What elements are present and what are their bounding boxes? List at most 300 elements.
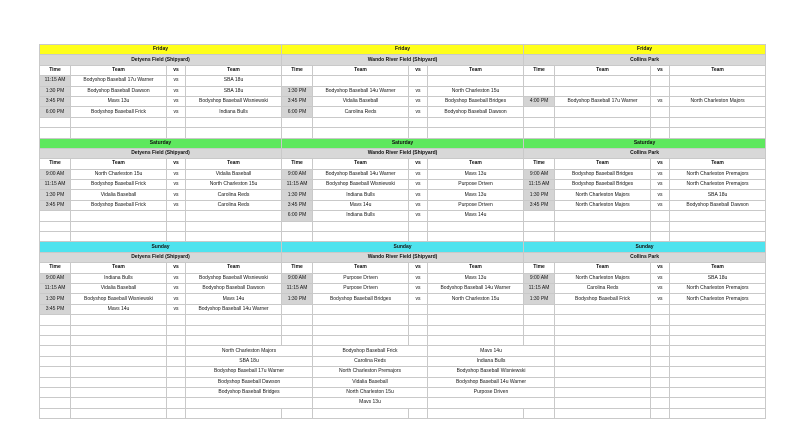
game-time[interactable] [524,304,555,314]
game-time[interactable]: 9:00 AM [524,273,555,283]
empty-cell[interactable] [651,367,670,377]
vs-label[interactable]: vs [409,169,428,179]
home-team[interactable] [555,304,651,314]
venue-title[interactable]: Detyens Field (Shipyard) [40,55,282,65]
away-team[interactable]: North Charleston 15u [186,180,282,190]
empty-cell[interactable] [282,221,313,231]
team-column-header[interactable]: Team [555,159,651,169]
team-column-header[interactable]: Team [670,263,766,273]
empty-cell[interactable] [40,325,71,335]
vs-label[interactable]: vs [167,86,186,96]
empty-cell[interactable] [409,221,428,231]
vs-label[interactable]: vs [409,86,428,96]
home-team[interactable]: Purpose Driven [313,283,409,293]
empty-cell[interactable] [40,315,71,325]
home-team[interactable]: Bodyshop Baseball Bridges [555,169,651,179]
time-column-header[interactable]: Time [282,65,313,75]
empty-cell[interactable] [313,335,409,345]
empty-cell[interactable] [282,325,313,335]
empty-cell[interactable] [71,335,167,345]
home-team[interactable]: Bodyshop Baseball Frick [71,200,167,210]
home-team[interactable]: Bodyshop Baseball Wisniewski [71,294,167,304]
empty-cell[interactable] [409,315,428,325]
vs-label[interactable]: vs [651,190,670,200]
pool-team[interactable] [186,398,313,408]
team-column-header[interactable]: Team [71,65,167,75]
game-time[interactable] [282,76,313,86]
game-time[interactable] [524,211,555,221]
empty-cell[interactable] [555,367,651,377]
empty-cell[interactable] [186,408,282,418]
vs-column-header[interactable]: vs [651,65,670,75]
empty-cell[interactable] [524,325,555,335]
game-time[interactable]: 3:45 PM [40,96,71,106]
home-team[interactable] [313,304,409,314]
empty-cell[interactable] [313,315,409,325]
home-team[interactable]: Bodyshop Baseball 17u Warner [71,76,167,86]
empty-cell[interactable] [524,221,555,231]
empty-cell[interactable] [40,117,71,127]
empty-cell[interactable] [167,387,186,397]
time-column-header[interactable]: Time [524,159,555,169]
vs-label[interactable]: vs [167,169,186,179]
game-time[interactable]: 3:45 PM [524,200,555,210]
empty-cell[interactable] [186,128,282,138]
pool-team[interactable]: Indiana Bulls [428,356,555,366]
home-team[interactable]: Carolina Reds [313,107,409,117]
home-team[interactable]: Mavs 14u [71,304,167,314]
empty-cell[interactable] [167,221,186,231]
empty-cell[interactable] [555,408,651,418]
empty-cell[interactable] [282,232,313,242]
empty-cell[interactable] [409,408,428,418]
vs-label[interactable]: vs [409,190,428,200]
empty-cell[interactable] [282,408,313,418]
empty-cell[interactable] [409,335,428,345]
pool-team[interactable]: Carolina Reds [313,356,428,366]
empty-cell[interactable] [670,346,766,356]
game-time[interactable]: 1:30 PM [40,86,71,96]
empty-cell[interactable] [555,232,651,242]
home-team[interactable]: Vidalia Baseball [313,96,409,106]
vs-column-header[interactable]: vs [167,263,186,273]
empty-cell[interactable] [670,232,766,242]
game-time[interactable] [524,76,555,86]
away-team[interactable]: North Charleston Premajors [670,169,766,179]
vs-label[interactable] [651,304,670,314]
away-team[interactable]: SBA 18u [670,190,766,200]
game-time[interactable]: 3:45 PM [40,200,71,210]
time-column-header[interactable]: Time [40,65,71,75]
empty-cell[interactable] [186,117,282,127]
empty-cell[interactable] [313,325,409,335]
empty-cell[interactable] [167,377,186,387]
game-time[interactable]: 3:45 PM [282,200,313,210]
empty-cell[interactable] [71,356,167,366]
pool-team[interactable]: North Charleston 15u [313,387,428,397]
away-team[interactable]: SBA 18u [186,86,282,96]
game-time[interactable]: 1:30 PM [282,86,313,96]
vs-label[interactable]: vs [409,294,428,304]
home-team[interactable] [555,211,651,221]
away-team[interactable]: Carolina Reds [186,200,282,210]
game-time[interactable]: 11:15 AM [282,283,313,293]
empty-cell[interactable] [670,408,766,418]
game-time[interactable]: 1:30 PM [40,294,71,304]
team-column-header[interactable]: Team [313,65,409,75]
empty-cell[interactable] [651,232,670,242]
empty-cell[interactable] [71,232,167,242]
empty-cell[interactable] [282,128,313,138]
vs-label[interactable]: vs [167,96,186,106]
empty-cell[interactable] [186,335,282,345]
empty-cell[interactable] [167,356,186,366]
away-team[interactable] [186,211,282,221]
game-time[interactable]: 11:15 AM [282,180,313,190]
empty-cell[interactable] [524,408,555,418]
empty-cell[interactable] [555,398,651,408]
away-team[interactable] [670,107,766,117]
empty-cell[interactable] [167,315,186,325]
empty-cell[interactable] [651,387,670,397]
pool-team[interactable]: Bodyshop Baseball Dawson [186,377,313,387]
empty-cell[interactable] [71,367,167,377]
vs-column-header[interactable]: vs [409,65,428,75]
empty-cell[interactable] [555,128,651,138]
away-team[interactable]: North Charleston 15u [428,86,524,96]
home-team[interactable]: Mavs 13u [71,96,167,106]
empty-cell[interactable] [40,387,71,397]
empty-cell[interactable] [71,325,167,335]
game-time[interactable]: 9:00 AM [524,169,555,179]
empty-cell[interactable] [282,335,313,345]
empty-cell[interactable] [71,128,167,138]
home-team[interactable]: North Charleston Majors [555,200,651,210]
vs-label[interactable]: vs [409,96,428,106]
pool-team[interactable]: Bodyshop Baseball Wisniewski [428,367,555,377]
empty-cell[interactable] [670,367,766,377]
away-team[interactable]: Bodyshop Baseball 14u Warner [186,304,282,314]
vs-label[interactable] [651,107,670,117]
venue-title[interactable]: Collins Park [524,55,766,65]
game-time[interactable]: 6:00 PM [40,107,71,117]
empty-cell[interactable] [651,346,670,356]
empty-cell[interactable] [186,232,282,242]
game-time[interactable]: 9:00 AM [282,169,313,179]
venue-title[interactable]: Detyens Field (Shipyard) [40,148,282,158]
empty-cell[interactable] [651,335,670,345]
empty-cell[interactable] [428,315,524,325]
home-team[interactable]: Indiana Bulls [313,211,409,221]
team-column-header[interactable]: Team [71,159,167,169]
home-team[interactable]: Bodyshop Baseball Frick [71,180,167,190]
empty-cell[interactable] [555,221,651,231]
empty-cell[interactable] [555,315,651,325]
empty-cell[interactable] [40,346,71,356]
empty-cell[interactable] [670,221,766,231]
venue-title[interactable]: Collins Park [524,148,766,158]
vs-label[interactable]: vs [167,283,186,293]
game-time[interactable]: 1:30 PM [40,190,71,200]
empty-cell[interactable] [428,325,524,335]
away-team[interactable]: Bodyshop Baseball Dawson [428,107,524,117]
away-team[interactable] [670,86,766,96]
time-column-header[interactable]: Time [40,263,71,273]
pool-team[interactable] [428,398,555,408]
empty-cell[interactable] [555,377,651,387]
away-team[interactable]: Purpose Driven [428,200,524,210]
pool-team[interactable]: Bodyshop Baseball 17u Warner [186,367,313,377]
game-time[interactable]: 6:00 PM [282,107,313,117]
vs-label[interactable] [651,76,670,86]
empty-cell[interactable] [524,128,555,138]
vs-column-header[interactable]: vs [409,263,428,273]
empty-cell[interactable] [186,315,282,325]
vs-label[interactable]: vs [651,294,670,304]
game-time[interactable]: 3:45 PM [40,304,71,314]
day-title[interactable]: Saturday [40,138,282,148]
empty-cell[interactable] [651,221,670,231]
away-team[interactable]: North Charleston 15u [428,294,524,304]
away-team[interactable]: Bodyshop Baseball Dawson [186,283,282,293]
team-column-header[interactable]: Team [186,65,282,75]
home-team[interactable]: Bodyshop Baseball 14u Warner [313,86,409,96]
empty-cell[interactable] [409,325,428,335]
empty-cell[interactable] [40,335,71,345]
away-team[interactable]: North Charleston Premajors [670,294,766,304]
day-title[interactable]: Friday [282,45,524,55]
empty-cell[interactable] [40,398,71,408]
venue-title[interactable]: Collins Park [524,252,766,262]
away-team[interactable]: Mavs 14u [186,294,282,304]
pool-team[interactable]: SBA 18u [186,356,313,366]
empty-cell[interactable] [670,315,766,325]
day-title[interactable]: Saturday [282,138,524,148]
vs-label[interactable]: vs [167,190,186,200]
home-team[interactable] [71,211,167,221]
empty-cell[interactable] [167,232,186,242]
game-time[interactable]: 11:15 AM [40,76,71,86]
home-team[interactable]: Bodyshop Baseball Wisniewski [313,180,409,190]
empty-cell[interactable] [555,117,651,127]
team-column-header[interactable]: Team [670,159,766,169]
empty-cell[interactable] [167,346,186,356]
empty-cell[interactable] [670,387,766,397]
game-time[interactable]: 6:00 PM [282,211,313,221]
team-column-header[interactable]: Team [555,263,651,273]
vs-column-header[interactable]: vs [167,159,186,169]
team-column-header[interactable]: Team [186,263,282,273]
empty-cell[interactable] [409,232,428,242]
vs-label[interactable]: vs [409,273,428,283]
time-column-header[interactable]: Time [524,65,555,75]
away-team[interactable]: North Charleston Premajors [670,180,766,190]
away-team[interactable]: North Charleston Majors [670,96,766,106]
empty-cell[interactable] [167,325,186,335]
vs-label[interactable] [651,86,670,96]
empty-cell[interactable] [555,325,651,335]
vs-label[interactable] [409,76,428,86]
away-team[interactable]: Mavs 13u [428,169,524,179]
empty-cell[interactable] [651,356,670,366]
home-team[interactable]: Vidalia Baseball [71,190,167,200]
away-team[interactable]: Carolina Reds [186,190,282,200]
team-column-header[interactable]: Team [428,159,524,169]
pool-team[interactable]: North Charleston Premajors [313,367,428,377]
game-time[interactable]: 3:45 PM [282,96,313,106]
empty-cell[interactable] [409,117,428,127]
vs-label[interactable]: vs [167,76,186,86]
home-team[interactable] [555,76,651,86]
empty-cell[interactable] [71,377,167,387]
away-team[interactable]: Bodyshop Baseball Wisniewski [186,96,282,106]
team-column-header[interactable]: Team [428,65,524,75]
vs-column-header[interactable]: vs [651,263,670,273]
home-team[interactable] [555,86,651,96]
vs-label[interactable] [167,211,186,221]
empty-cell[interactable] [651,117,670,127]
team-column-header[interactable]: Team [186,159,282,169]
empty-cell[interactable] [670,356,766,366]
empty-cell[interactable] [313,408,409,418]
pool-team[interactable]: Mavs 14u [428,346,555,356]
away-team[interactable] [670,211,766,221]
empty-cell[interactable] [428,335,524,345]
empty-cell[interactable] [313,117,409,127]
vs-label[interactable]: vs [651,273,670,283]
day-title[interactable]: Sunday [524,242,766,252]
pool-team[interactable]: Bodyshop Baseball Bridges [186,387,313,397]
empty-cell[interactable] [40,377,71,387]
vs-column-header[interactable]: vs [651,159,670,169]
vs-label[interactable]: vs [167,180,186,190]
pool-team[interactable]: Mavs 13u [313,398,428,408]
empty-cell[interactable] [555,387,651,397]
away-team[interactable] [428,304,524,314]
game-time[interactable]: 9:00 AM [40,169,71,179]
empty-cell[interactable] [167,398,186,408]
empty-cell[interactable] [186,221,282,231]
empty-cell[interactable] [409,128,428,138]
empty-cell[interactable] [428,221,524,231]
team-column-header[interactable]: Team [428,263,524,273]
empty-cell[interactable] [524,315,555,325]
away-team[interactable]: Purpose Driven [428,180,524,190]
empty-cell[interactable] [40,221,71,231]
empty-cell[interactable] [40,232,71,242]
vs-label[interactable]: vs [651,96,670,106]
home-team[interactable]: Bodyshop Baseball Bridges [313,294,409,304]
pool-team[interactable]: Vidalia Baseball [313,377,428,387]
away-team[interactable]: Bodyshop Baseball Dawson [670,200,766,210]
game-time[interactable] [40,211,71,221]
empty-cell[interactable] [555,356,651,366]
empty-cell[interactable] [428,408,524,418]
away-team[interactable]: Bodyshop Baseball Bridges [428,96,524,106]
empty-cell[interactable] [71,387,167,397]
vs-label[interactable] [651,211,670,221]
game-time[interactable] [524,86,555,96]
vs-label[interactable]: vs [651,200,670,210]
time-column-header[interactable]: Time [282,263,313,273]
home-team[interactable]: Bodyshop Baseball Bridges [555,180,651,190]
game-time[interactable]: 1:30 PM [524,190,555,200]
pool-team[interactable]: Bodyshop Baseball Frick [313,346,428,356]
vs-label[interactable]: vs [651,283,670,293]
venue-title[interactable]: Detyens Field (Shipyard) [40,252,282,262]
vs-label[interactable]: vs [409,180,428,190]
vs-label[interactable]: vs [167,200,186,210]
away-team[interactable]: Mavs 13u [428,190,524,200]
empty-cell[interactable] [651,377,670,387]
game-time[interactable]: 1:30 PM [524,294,555,304]
day-title[interactable]: Sunday [282,242,524,252]
home-team[interactable]: Carolina Reds [555,283,651,293]
empty-cell[interactable] [71,315,167,325]
day-title[interactable]: Friday [40,45,282,55]
venue-title[interactable]: Wando River Field (Shipyard) [282,55,524,65]
game-time[interactable]: 9:00 AM [282,273,313,283]
empty-cell[interactable] [670,117,766,127]
time-column-header[interactable]: Time [40,159,71,169]
venue-title[interactable]: Wando River Field (Shipyard) [282,252,524,262]
away-team[interactable]: Vidalia Baseball [186,169,282,179]
away-team[interactable]: Mavs 13u [428,273,524,283]
team-column-header[interactable]: Team [670,65,766,75]
game-time[interactable] [524,107,555,117]
team-column-header[interactable]: Team [555,65,651,75]
empty-cell[interactable] [670,325,766,335]
home-team[interactable]: Indiana Bulls [71,273,167,283]
empty-cell[interactable] [651,408,670,418]
pool-team[interactable]: Purpose Driven [428,387,555,397]
vs-label[interactable]: vs [409,283,428,293]
away-team[interactable]: SBA 18u [186,76,282,86]
pool-team[interactable]: North Charleston Majors [186,346,313,356]
empty-cell[interactable] [428,117,524,127]
away-team[interactable]: Indiana Bulls [186,107,282,117]
game-time[interactable]: 11:15 AM [524,180,555,190]
empty-cell[interactable] [40,367,71,377]
away-team[interactable] [670,76,766,86]
empty-cell[interactable] [428,128,524,138]
game-time[interactable]: 11:15 AM [40,283,71,293]
vs-label[interactable]: vs [651,169,670,179]
empty-cell[interactable] [555,335,651,345]
vs-label[interactable]: vs [167,304,186,314]
empty-cell[interactable] [167,367,186,377]
empty-cell[interactable] [670,335,766,345]
team-column-header[interactable]: Team [313,159,409,169]
vs-label[interactable]: vs [409,211,428,221]
empty-cell[interactable] [167,128,186,138]
empty-cell[interactable] [282,117,313,127]
empty-cell[interactable] [651,325,670,335]
home-team[interactable] [555,107,651,117]
game-time[interactable]: 4:00 PM [524,96,555,106]
game-time[interactable]: 1:30 PM [282,190,313,200]
home-team[interactable]: Indiana Bulls [313,190,409,200]
day-title[interactable]: Friday [524,45,766,55]
vs-column-header[interactable]: vs [167,65,186,75]
empty-cell[interactable] [167,408,186,418]
empty-cell[interactable] [555,346,651,356]
home-team[interactable]: Bodyshop Baseball 17u Warner [555,96,651,106]
home-team[interactable]: North Charleston Majors [555,190,651,200]
empty-cell[interactable] [313,128,409,138]
empty-cell[interactable] [71,117,167,127]
empty-cell[interactable] [524,232,555,242]
